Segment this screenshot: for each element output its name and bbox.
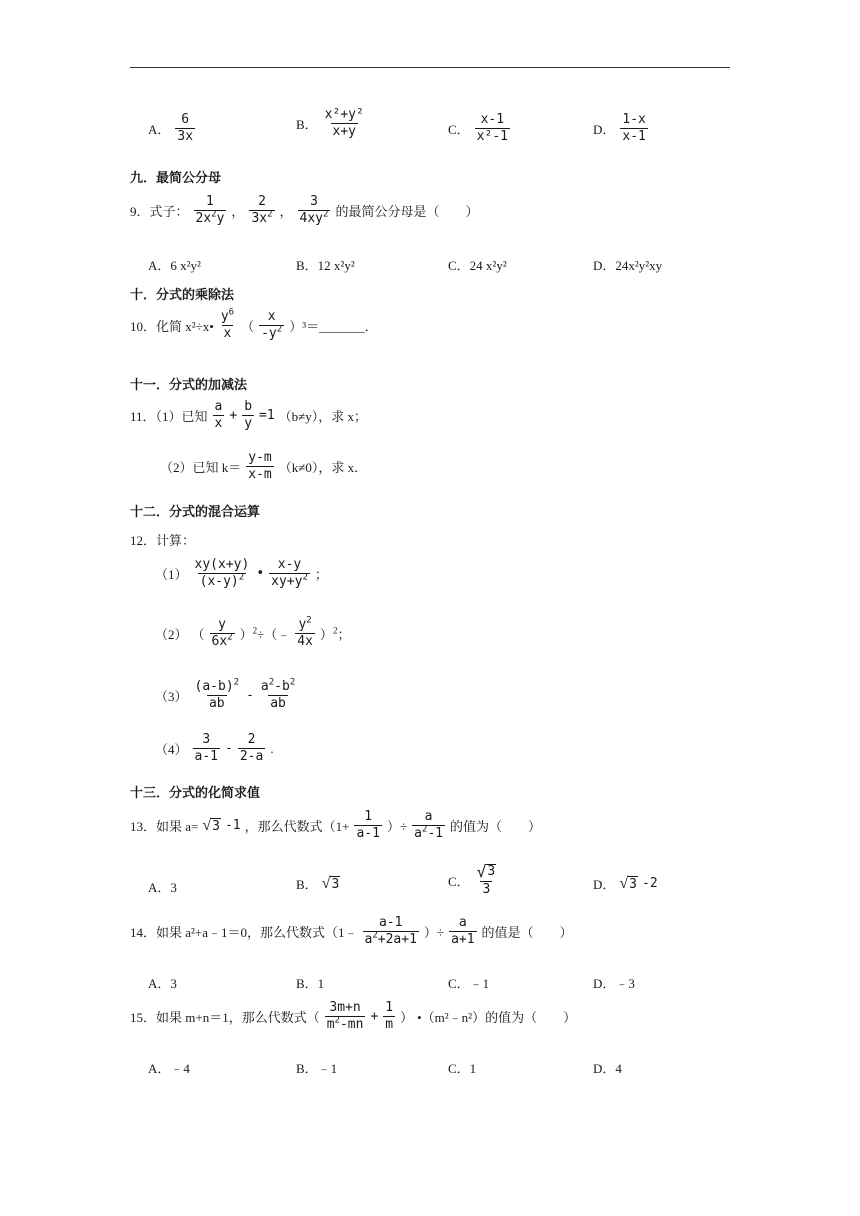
sqrt-expression: √ 3 [321, 874, 340, 892]
fraction: $\frac{1}{m}$ [385, 1000, 394, 1033]
q12-part3: （3） $\frac{(a-b)^2}{ab}$ - $\frac{a^2-b^2}{ab}$ [155, 677, 296, 712]
fraction: $\frac{3}{4xy^2}$ [299, 194, 329, 227]
q14-stem: 14．如果 a²+a﹣1＝0，那么代数式（1﹣ $\frac{a-1}{a^2+2a+1}$ ）÷ $\frac{a}{a+1}$ 的值是（ ） [130, 915, 573, 948]
fraction: $\frac{xy(x+y)}{(x-y)^2}$ [194, 557, 250, 590]
option-letter: D． [593, 122, 616, 138]
section-heading-9: 九．最简公分母 [130, 171, 222, 186]
fraction: $\frac{x-y}{xy+y^2}$ [271, 557, 308, 590]
option-letter: B． [296, 117, 318, 133]
q15-option-c[interactable]: C．1 [448, 1061, 477, 1076]
q13-option-b[interactable]: B． √ 3 [296, 874, 340, 892]
q13-stem: 13．如果 a= √ 3 -1 ，那么代数式（1+ $\frac{1}{a-1}$ ）÷ $\frac{a}{a^2-1}$ 的值为（ ） [130, 809, 542, 842]
fraction: $\frac{x}{-y^2}$ [261, 309, 283, 342]
fraction: $\frac{2}{3x^2}$ [251, 194, 273, 227]
fraction: $\frac{6}{3x}$ [177, 112, 194, 145]
q12-part4: （4） $\frac{3}{a-1}$ - $\frac{2}{2-a}$ . [155, 732, 274, 765]
section-heading-12: 十二．分式的混合运算 [130, 505, 261, 520]
q15-stem: 15．如果 m+n＝1，那么代数式（ $\frac{3m+n}{m^2-mn}$ + $\frac{1}{m}$ ） •（m²﹣n²）的值为（ ） [130, 1000, 577, 1033]
q12-part2: （2） （ $\frac{y}{6x^2}$ ）$^2$÷（﹣ $\frac{y^2}{4x}$ ）$^2$； [155, 615, 351, 650]
q8-option-d[interactable] [593, 113, 649, 145]
header-rule [130, 67, 730, 68]
q9-option-d[interactable]: D．24x²y²xy [593, 258, 663, 273]
fraction: $\frac{x-1}{\text{x²-1}}$ [476, 112, 508, 145]
fraction: $\frac{1}{2x^2y}$ [195, 194, 225, 227]
q8-option-a[interactable] [148, 113, 196, 145]
q10-stem: 10．化简 x²÷x• $\frac{y^6}{x}$ （ $\frac{x}{-y^2}$ ）³＝_______． [130, 307, 378, 342]
fraction: $\frac{2}{2-a}$ [239, 732, 264, 765]
option-letter: A． [148, 122, 171, 138]
q12-stem: 12．计算： [130, 533, 196, 548]
fraction: $\frac{y-m}{x-m}$ [248, 450, 272, 483]
sqrt-expression: √ 3 [619, 874, 637, 892]
fraction: $\frac{1}{a-1}$ [356, 809, 380, 842]
q9-option-a[interactable]: A．6 x²y² [148, 258, 201, 273]
fraction: $\frac{a}{x}$ [214, 399, 223, 432]
sqrt-expression: √ 3 [202, 816, 220, 834]
option-letter: C． [448, 122, 470, 138]
q13-option-d[interactable]: D． √ 3 -2 [593, 874, 658, 892]
fraction: √ 3 3 [476, 862, 496, 897]
fraction: $\frac{a-1}{a^2+2a+1}$ [364, 915, 417, 948]
q15-option-a[interactable]: A．﹣4 [148, 1061, 190, 1076]
q15-option-b[interactable]: B．﹣1 [296, 1061, 338, 1076]
fraction: $\frac{y^6}{x}$ [220, 307, 235, 342]
q14-option-d[interactable]: D．﹣3 [593, 976, 635, 991]
q14-option-b[interactable]: B．1 [296, 976, 325, 991]
fraction: $\frac{a}{a+1}$ [451, 915, 475, 948]
section-heading-13: 十三．分式的化简求值 [130, 786, 261, 801]
q14-option-c[interactable]: C．﹣1 [448, 976, 490, 991]
q15-option-d[interactable]: D．4 [593, 1061, 622, 1076]
q12-part1: （1） $\frac{xy(x+y)}{(x-y)^2}$ • $\frac{x-y}{xy+y^2}$ ； [155, 557, 328, 590]
fraction: $\frac{a^2-b^2}{ab}$ [260, 677, 296, 712]
q9-option-c[interactable]: C．24 x²y² [448, 258, 507, 273]
q8-option-b[interactable] [296, 108, 367, 140]
q11-part2: （2）已知 k＝ $\frac{y-m}{x-m}$ （k≠0），求 x． [160, 450, 368, 483]
q9-option-b[interactable]: B．12 x²y² [296, 258, 355, 273]
fraction: $\frac{y^2}{4x}$ [297, 615, 313, 650]
q13-option-c[interactable]: C． √ 3 3 [448, 864, 499, 897]
section-heading-10: 十．分式的乘除法 [130, 288, 235, 303]
fraction: $\frac{3}{a-1}$ [194, 732, 218, 765]
section-heading-11: 十一．分式的加减法 [130, 378, 248, 393]
q9-stem: 9．式子： $\frac{1}{2x^2y}$ ， $\frac{2}{3x^2}$ ， $\frac{3}{4xy^2}$ 的最简公分母是（ ） [130, 194, 479, 227]
fraction: $\frac{y}{6x^2}$ [211, 617, 233, 650]
q8-option-c[interactable] [448, 113, 511, 145]
q13-option-a[interactable]: A．3 [148, 880, 177, 895]
fraction: $\frac{(a-b)^2}{ab}$ [194, 677, 240, 712]
fraction: $\frac{a}{a^2-1}$ [414, 809, 443, 842]
q11-part1: 11．（1）已知 $\frac{a}{x}$ + $\frac{b}{y}$ =1 （b≠y），求 x； [130, 399, 368, 432]
fraction: $\frac{3m+n}{m^2-mn}$ [326, 1000, 364, 1033]
fraction: $\frac{b}{y}$ [244, 399, 253, 432]
fraction: $\frac{\text{x²+y²}}{x+y}$ [324, 107, 364, 140]
fraction: $\frac{1-x}{x-1}$ [622, 112, 646, 145]
q14-option-a[interactable]: A．3 [148, 976, 177, 991]
